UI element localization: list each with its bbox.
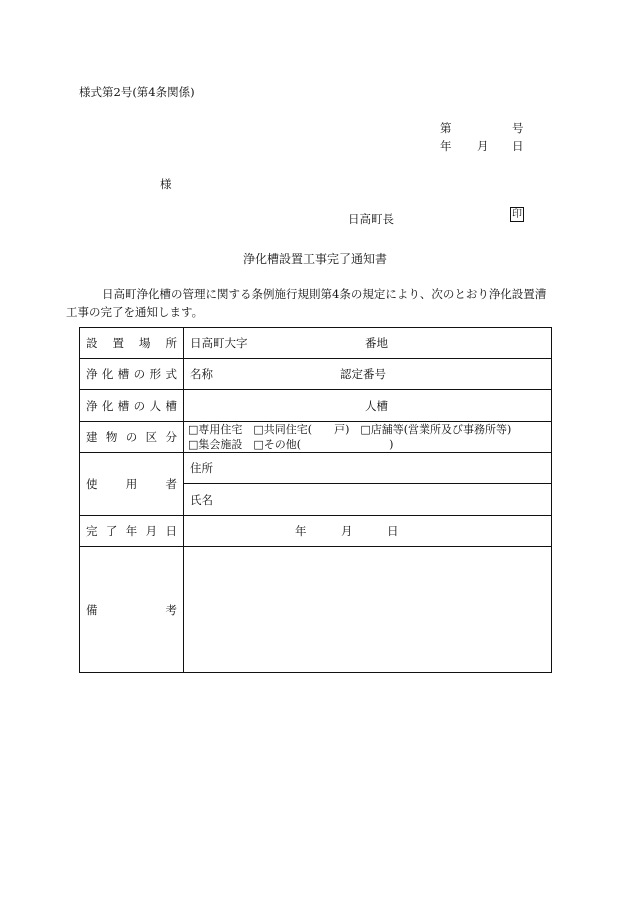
row-user-address	[80, 453, 552, 484]
location-prefix: 日高町大字	[190, 336, 248, 350]
date-month: 月	[477, 139, 489, 153]
row-capacity	[80, 390, 552, 422]
field-completion[interactable]	[184, 516, 552, 547]
completion-year: 年	[295, 524, 307, 538]
addressee-suffix: 様	[160, 177, 172, 191]
row-building	[80, 422, 552, 453]
body-line-2: 工事の完了を通知します。	[66, 305, 204, 319]
capacity-unit: 人槽	[365, 398, 388, 413]
row-type	[80, 359, 552, 390]
label-remarks: 備 考	[80, 547, 184, 673]
type-cert: 認定番号	[340, 367, 386, 381]
completion-day: 日	[387, 524, 399, 538]
building-line-1[interactable]: □専用住宅 □共同住宅( 戸) □店舗等(営業所及び事務所等)	[188, 423, 512, 436]
field-remarks[interactable]	[184, 547, 552, 673]
doc-number-suffix: 号	[512, 121, 524, 135]
field-type[interactable]	[184, 359, 552, 390]
field-location[interactable]	[184, 328, 552, 359]
location-suffix: 番地	[365, 336, 388, 350]
label-user: 使 用 者	[80, 453, 184, 516]
row-remarks	[80, 547, 552, 673]
label-type: 浄 化 槽 の 形 式	[80, 359, 184, 390]
label-location: 設 置 場 所	[80, 328, 184, 359]
user-address-label: 住所	[190, 461, 213, 475]
user-name-label: 氏名	[190, 492, 213, 507]
label-capacity: 浄 化 槽 の 人 槽	[80, 390, 184, 422]
row-location	[80, 328, 552, 359]
row-completion	[80, 516, 552, 547]
form-number: 様式第2号(第4条関係)	[79, 85, 195, 99]
body-text	[66, 285, 556, 321]
type-name: 名称	[190, 367, 213, 381]
notification-table	[79, 327, 552, 673]
building-line-2[interactable]: □集会施設 □その他( )	[188, 438, 394, 451]
doc-number-prefix: 第	[440, 121, 452, 135]
body-line-1: 日高町浄化槽の管理に関する条例施行規則第4条の規定により、次のとおり浄化設置漕	[102, 287, 547, 301]
date-day: 日	[512, 139, 524, 153]
issuer: 日高町長	[348, 212, 394, 226]
document-title: 浄化槽設置工事完了通知書	[243, 252, 388, 266]
field-building[interactable]	[184, 422, 552, 453]
label-completion: 完 了 年 月 日	[80, 516, 184, 547]
label-building: 建 物 の 区 分	[80, 422, 184, 453]
completion-month: 月	[341, 524, 353, 538]
seal-mark: 印	[512, 209, 522, 220]
field-user-address[interactable]	[184, 453, 552, 484]
field-user-name[interactable]	[184, 484, 552, 516]
date-year: 年	[440, 139, 452, 153]
field-capacity[interactable]	[184, 390, 552, 422]
